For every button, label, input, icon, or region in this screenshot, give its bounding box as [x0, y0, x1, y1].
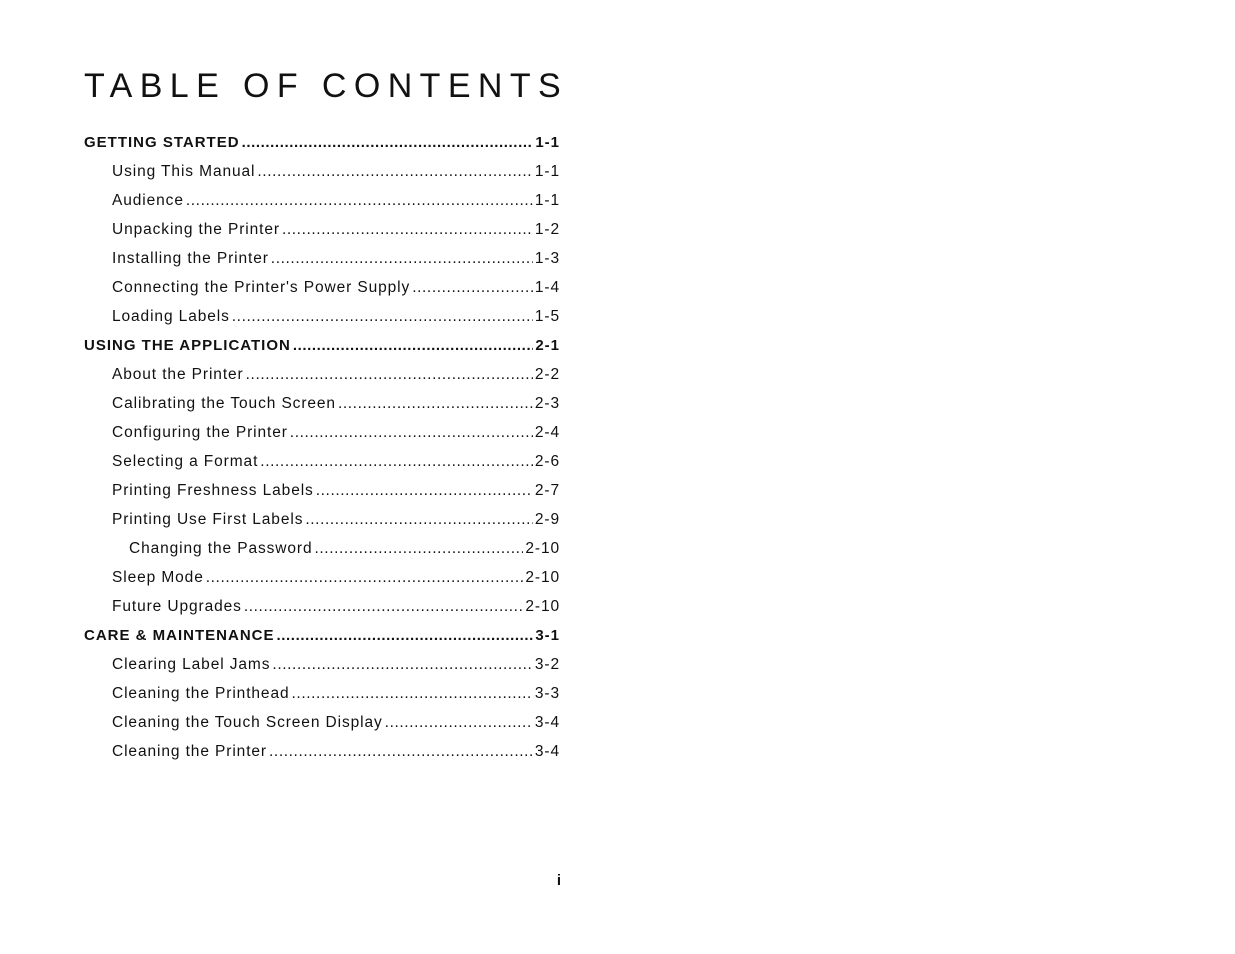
table-of-contents	[84, 128, 560, 766]
toc-subsection-entry[interactable]	[84, 447, 560, 476]
dot-leader	[260, 447, 533, 476]
dot-leader	[232, 302, 533, 331]
toc-section-entry[interactable]	[84, 621, 560, 650]
toc-subsection-entry[interactable]	[84, 563, 560, 592]
dot-leader	[257, 157, 533, 186]
toc-entry-label: Clearing Label Jams	[112, 656, 271, 673]
toc-subsection-entry[interactable]	[84, 302, 560, 331]
toc-entry-label: Sleep Mode	[112, 569, 204, 586]
toc-entry-page: 1-3	[534, 250, 560, 267]
toc-entry-page: 2-4	[534, 424, 560, 441]
toc-entry-label: Cleaning the Touch Screen Display	[112, 714, 383, 731]
toc-subsection-entry[interactable]	[84, 737, 560, 766]
toc-subsection-entry[interactable]	[84, 650, 560, 679]
toc-entry-page: 2-10	[525, 598, 560, 615]
toc-subsection-entry[interactable]	[84, 505, 560, 534]
toc-entry-label: Loading Labels	[112, 308, 230, 325]
toc-entry-label: Changing the Password	[129, 540, 313, 557]
toc-entry-page: 3-3	[534, 685, 560, 702]
toc-entry-page: 3-2	[534, 656, 560, 673]
toc-entry-label: Selecting a Format	[112, 453, 259, 470]
toc-entry-label: GETTING STARTED	[84, 134, 240, 151]
toc-entry-label: Audience	[112, 192, 184, 209]
dot-leader	[271, 244, 533, 273]
toc-subsection-entry[interactable]	[84, 476, 560, 505]
toc-subsection-entry[interactable]	[84, 273, 560, 302]
toc-subsection-entry[interactable]	[84, 592, 560, 621]
toc-entry-label: Printing Freshness Labels	[112, 482, 314, 499]
toc-entry-page: 2-9	[534, 511, 560, 528]
toc-subsection-entry[interactable]	[84, 186, 560, 215]
dot-leader	[244, 592, 524, 621]
toc-entry-page: 2-1	[535, 337, 560, 354]
toc-subsection-entry[interactable]	[84, 418, 560, 447]
toc-entry-page: 2-6	[534, 453, 560, 470]
dot-leader	[293, 331, 533, 360]
toc-subsection-entry[interactable]	[84, 708, 560, 737]
toc-subsection-entry[interactable]	[84, 389, 560, 418]
page-title: TABLE OF CONTENTS	[84, 67, 569, 105]
toc-subsection-entry[interactable]	[84, 215, 560, 244]
dot-leader	[290, 418, 533, 447]
toc-entry-page: 1-4	[534, 279, 560, 296]
dot-leader	[282, 215, 533, 244]
toc-entry-label: Configuring the Printer	[112, 424, 288, 441]
toc-entry-label: Using This Manual	[112, 163, 256, 180]
dot-leader	[316, 476, 533, 505]
toc-entry-label: About the Printer	[112, 366, 244, 383]
toc-entry-label: Future Upgrades	[112, 598, 242, 615]
dot-leader	[206, 563, 524, 592]
toc-section-entry[interactable]	[84, 128, 560, 157]
toc-entry-label: USING THE APPLICATION	[84, 337, 291, 354]
toc-subsection-entry[interactable]	[84, 157, 560, 186]
dot-leader	[314, 534, 523, 563]
toc-entry-page: 2-10	[525, 540, 560, 557]
dot-leader	[269, 737, 533, 766]
toc-entry-label: Cleaning the Printer	[112, 743, 267, 760]
toc-entry-page: 2-10	[525, 569, 560, 586]
toc-entry-page: 2-3	[534, 395, 560, 412]
toc-entry-page: 1-5	[534, 308, 560, 325]
dot-leader	[338, 389, 533, 418]
toc-subsection-entry[interactable]	[84, 360, 560, 389]
toc-subsection-entry[interactable]	[84, 534, 560, 563]
toc-entry-page: 2-7	[534, 482, 560, 499]
toc-entry-label: Printing Use First Labels	[112, 511, 304, 528]
toc-section-entry[interactable]	[84, 331, 560, 360]
toc-entry-page: 3-4	[534, 714, 560, 731]
toc-entry-label: Cleaning the Printhead	[112, 685, 290, 702]
toc-entry-label: Calibrating the Touch Screen	[112, 395, 336, 412]
toc-entry-label: CARE & MAINTENANCE	[84, 627, 275, 644]
dot-leader	[412, 273, 533, 302]
toc-entry-page: 1-1	[535, 134, 560, 151]
toc-entry-page: 1-1	[534, 192, 560, 209]
dot-leader	[277, 621, 534, 650]
dot-leader	[186, 186, 533, 215]
dot-leader	[246, 360, 533, 389]
dot-leader	[292, 679, 533, 708]
dot-leader	[385, 708, 533, 737]
toc-entry-label: Installing the Printer	[112, 250, 269, 267]
page-number: i	[556, 872, 562, 889]
dot-leader	[242, 128, 534, 157]
toc-subsection-entry[interactable]	[84, 244, 560, 273]
toc-entry-page: 2-2	[534, 366, 560, 383]
toc-entry-page: 1-2	[534, 221, 560, 238]
toc-entry-page: 3-1	[535, 627, 560, 644]
toc-subsection-entry[interactable]	[84, 679, 560, 708]
toc-entry-page: 3-4	[534, 743, 560, 760]
toc-entry-page: 1-1	[534, 163, 560, 180]
dot-leader	[305, 505, 533, 534]
dot-leader	[272, 650, 532, 679]
toc-entry-label: Connecting the Printer's Power Supply	[112, 279, 411, 296]
toc-entry-label: Unpacking the Printer	[112, 221, 280, 238]
